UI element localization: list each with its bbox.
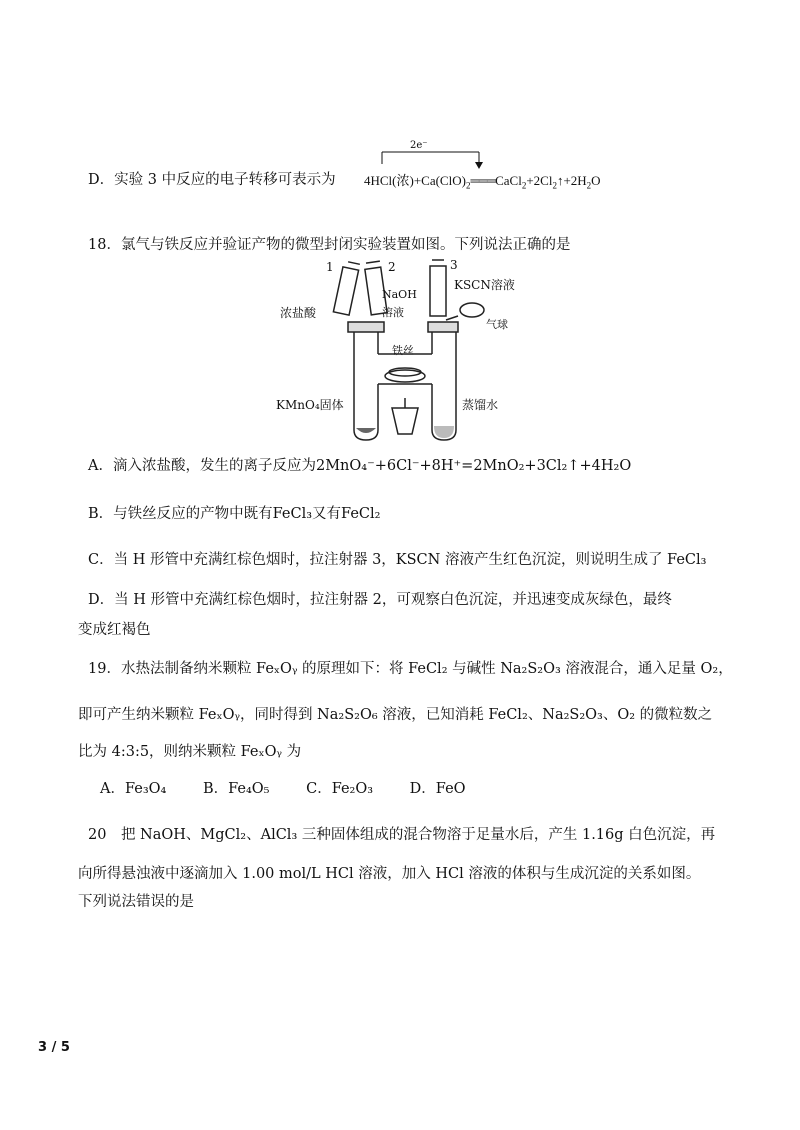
q19-line2: 即可产生纳米颗粒 FeₓOᵧ，同时得到 Na₂S₂O₆ 溶液，已知消耗 FeCl₂、Na₂S₂O₃、O₂ 的微粒数之 — [78, 707, 713, 723]
q19-line1: 19．水热法制备纳米颗粒 FeₓOᵧ 的原理如下：将 FeCl₂ 与碱性 Na₂S₂O₃ 溶液混合，通入足量 O₂， — [88, 661, 733, 677]
q18-option-d-line2: 变成红褐色 — [78, 622, 151, 638]
electron-label: 2e⁻ — [410, 140, 428, 151]
q19-option-a: A．Fe₃O₄ — [100, 781, 167, 797]
eq-tail: +2Cl — [526, 173, 553, 188]
q17-d-text: D．实验 3 中反应的电子转移可表示为 — [88, 172, 336, 188]
q18-stem: 18．氯气与铁反应并验证产物的微型封闭实验装置如图。下列说法正确的是 — [88, 237, 571, 253]
q20-line1: 20 把 NaOH、MgCl₂、AlCl₃ 三种固体组成的混合物溶于足量水后，产生 1.16g 白色沉淀，再 — [88, 827, 716, 843]
q19-line3: 比为 4:3:5，则纳米颗粒 FeₓOᵧ 为 — [78, 744, 302, 760]
q18-option-c: C．当 H 形管中充满红棕色烟时，拉注射器 3，KSCN 溶液产生红色沉淀，则说明生成了 FeCl₃ — [88, 552, 707, 568]
label-kmno4: KMnO₄固体 — [276, 398, 344, 412]
q17-option-d — [88, 168, 336, 189]
electron-transfer-arrow — [378, 138, 498, 170]
q20-line3: 下列说法错误的是 — [78, 894, 194, 910]
apparatus-figure — [272, 258, 522, 446]
eq-end: +2H — [563, 173, 587, 188]
q19-option-b: B．Fe₄O₅ — [202, 781, 270, 797]
eq-left: 4HCl(浓)+Ca(ClO) — [364, 173, 466, 188]
label-kscn: KSCN溶液 — [454, 278, 515, 292]
label-water: 蒸馏水 — [462, 398, 499, 412]
electron-transfer-equation: 2e⁻ 4HCl(浓)$+Ca(ClO)_2═══CaCl_2+2Cl_2↑+2H_2O$ — [364, 140, 601, 191]
label-syringe-2: 2 — [388, 260, 396, 274]
q18-option-b: B．与铁丝反应的产物中既有FeCl₃又有FeCl₂ — [88, 506, 381, 522]
q18-option-a: A．滴入浓盐酸，发生的离子反应为2MnO₄⁻+6Cl⁻+8H⁺=2MnO₂+3Cl₂↑+4H₂O — [88, 458, 632, 474]
q19-option-c: C．Fe₂O₃ — [306, 781, 374, 797]
q19-options — [100, 777, 498, 798]
label-syringe-3: 3 — [450, 258, 458, 272]
label-syringe-1: 1 — [326, 260, 334, 274]
q19-option-d: D．FeO — [409, 781, 466, 797]
label-hcl: 浓盐酸 — [280, 306, 317, 320]
label-naoh: NaOH — [382, 288, 417, 301]
label-iron-wire: 铁丝 — [392, 344, 414, 357]
q18-option-d-line1: D．当 H 形管中充满红棕色烟时，拉注射器 2，可观察白色沉淀，并迅速变成灰绿色，最终 — [88, 592, 672, 608]
q20-line2: 向所得悬浊液中逐滴加入 1.00 mol/L HCl 溶液，加入 HCl 溶液的体积与生成沉淀的关系如图。 — [78, 866, 701, 882]
eq-o: O — [591, 173, 601, 188]
label-naoh-solution: 溶液 — [382, 306, 404, 319]
page-number: 3 / 5 — [38, 1040, 70, 1055]
eq-right: CaCl — [495, 173, 522, 188]
label-balloon: 气球 — [486, 318, 508, 331]
